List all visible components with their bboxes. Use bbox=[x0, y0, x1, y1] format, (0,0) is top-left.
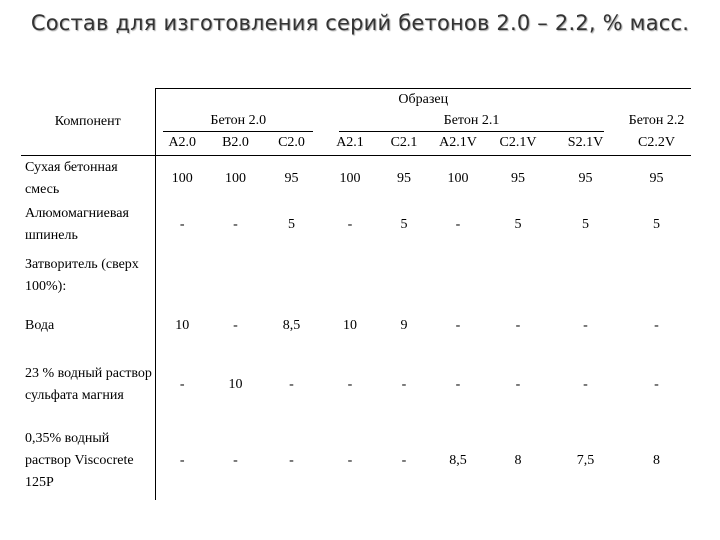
table-row bbox=[21, 202, 691, 248]
table-cell: - bbox=[289, 376, 294, 392]
table-cell: - bbox=[233, 452, 238, 468]
column-header: C2.1V bbox=[499, 135, 537, 151]
table-cell: 100 bbox=[429, 156, 487, 202]
table-cell bbox=[622, 248, 691, 304]
row-label: 23 % водный раствор сульфата магния bbox=[25, 365, 152, 403]
table-cell: 5 bbox=[288, 216, 295, 232]
table-row bbox=[21, 348, 691, 422]
component-header: Компонент bbox=[54, 113, 121, 129]
table-cell: - bbox=[233, 216, 238, 232]
table-cell: - bbox=[347, 452, 353, 468]
table-cell: 95 bbox=[549, 156, 622, 202]
table-cell: - bbox=[583, 317, 588, 333]
table-cell: - bbox=[455, 216, 461, 232]
sample-header: Образец bbox=[155, 89, 691, 111]
column-header: A2.0 bbox=[155, 132, 209, 156]
table-cell: 95 bbox=[379, 156, 429, 202]
table-cell: 7,5 bbox=[576, 452, 595, 468]
table-cell: - bbox=[654, 376, 659, 392]
table-cell bbox=[209, 248, 262, 304]
table-cell: - bbox=[347, 216, 353, 232]
table-cell: - bbox=[455, 317, 461, 333]
column-header: S2.1V bbox=[567, 135, 604, 151]
table-row bbox=[21, 248, 691, 304]
group-header-beton-2-2: Бетон 2.2 bbox=[628, 113, 685, 128]
table-cell: 5 bbox=[514, 216, 522, 232]
table-cell: - bbox=[155, 348, 209, 422]
table-cell: 10 bbox=[155, 304, 209, 348]
table-cell: 8,5 bbox=[282, 317, 301, 333]
table-cell: 100 bbox=[321, 156, 379, 202]
column-header: C2.2V bbox=[638, 135, 675, 151]
table-cell: - bbox=[401, 452, 407, 468]
row-label: Вода bbox=[25, 317, 55, 333]
table-cell: 95 bbox=[487, 156, 549, 202]
table-cell: 8 bbox=[514, 452, 522, 468]
table-cell: - bbox=[289, 452, 294, 468]
table-cell: 100 bbox=[155, 156, 209, 202]
table-cell: - bbox=[347, 376, 353, 392]
table-cell: - bbox=[515, 317, 521, 333]
table-cell: 5 bbox=[653, 216, 660, 232]
row-label: 0,35% водный раствор Viscocrete 125P bbox=[25, 430, 134, 490]
column-header: C2.1 bbox=[390, 135, 418, 151]
table-cell: 100 bbox=[209, 156, 262, 202]
table-cell: - bbox=[233, 317, 238, 333]
slide-title: Состав для изготовления серий бетонов 2.0 – 2.2, % масс. bbox=[30, 11, 690, 35]
table-cell: 10 bbox=[343, 317, 357, 333]
column-header: C2.0 bbox=[278, 135, 305, 151]
table-cell: - bbox=[401, 376, 407, 392]
group-header-beton-2-0: Бетон 2.0 bbox=[155, 111, 321, 132]
table-cell: - bbox=[155, 202, 209, 248]
table-cell bbox=[549, 248, 622, 304]
table-cell: 10 bbox=[228, 376, 243, 392]
table-cell bbox=[379, 248, 429, 304]
table-row bbox=[21, 156, 691, 202]
row-label: Алюмомагниевая шпинель bbox=[25, 205, 129, 243]
table-cell: - bbox=[515, 376, 521, 392]
table-cell: 95 bbox=[262, 156, 321, 202]
table-cell bbox=[262, 248, 321, 304]
table-cell bbox=[155, 248, 209, 304]
row-label: Сухая бетонная смесь bbox=[21, 156, 155, 202]
table-cell: - bbox=[455, 376, 461, 392]
table-row bbox=[21, 304, 691, 348]
table-cell: 5 bbox=[400, 216, 408, 232]
table-cell: - bbox=[583, 376, 588, 392]
row-label: Затворитель (сверх 100%): bbox=[25, 256, 139, 294]
table-row bbox=[21, 422, 691, 500]
table-cell bbox=[321, 248, 379, 304]
group-header-beton-2-1: Бетон 2.1 bbox=[321, 111, 622, 132]
table-cell: 8 bbox=[653, 452, 660, 468]
table-cell: 9 bbox=[400, 317, 408, 333]
table-cell: 95 bbox=[622, 156, 691, 202]
table-cell: - bbox=[155, 422, 209, 500]
table-cell: - bbox=[654, 317, 659, 333]
table-cell: 8,5 bbox=[449, 452, 467, 468]
column-header: A2.1V bbox=[439, 135, 477, 151]
table-cell: 5 bbox=[582, 216, 589, 232]
column-header: A2.1 bbox=[336, 135, 364, 151]
table-cell bbox=[429, 248, 487, 304]
column-header: B2.0 bbox=[222, 135, 249, 151]
composition-table bbox=[21, 88, 691, 500]
table-cell bbox=[487, 248, 549, 304]
